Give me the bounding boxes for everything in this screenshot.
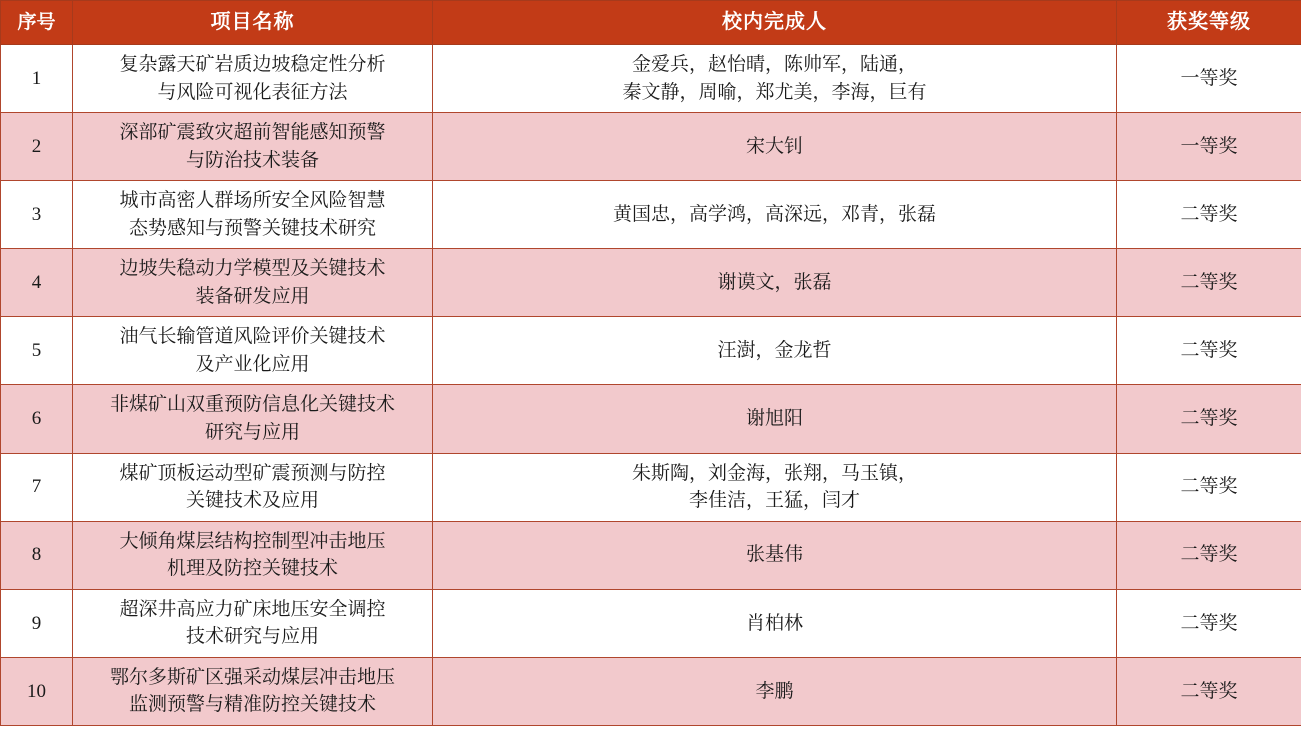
cell-project-name <box>73 181 433 249</box>
cell-internal-members <box>433 317 1117 385</box>
cell-award-level: 二等奖 <box>1117 521 1301 589</box>
cell-project-name <box>73 249 433 317</box>
cell-internal-members <box>433 385 1117 453</box>
cell-award-level: 二等奖 <box>1117 657 1301 725</box>
members-line: 金爱兵，赵怡晴，陈帅军，陆通， <box>631 54 917 75</box>
table-row <box>1 249 1301 317</box>
cell-award-level: 二等奖 <box>1117 181 1301 249</box>
members-line: 肖柏林 <box>745 612 803 634</box>
cell-project-name <box>73 317 433 385</box>
cell-award-level: 一等奖 <box>1117 45 1301 113</box>
cell-award-level: 二等奖 <box>1117 385 1301 453</box>
cell-project-name <box>73 589 433 657</box>
project-name-line: 复杂露天矿岩质边坡稳定性分析 <box>119 54 386 75</box>
cell-internal-members <box>433 453 1117 521</box>
project-name-line: 装备研发应用 <box>195 285 310 307</box>
table-row <box>1 181 1301 249</box>
project-name-line: 大倾角煤层结构控制型冲击地压 <box>119 530 386 552</box>
column-header-award-level: 获奖等级 <box>1117 1 1301 45</box>
cell-internal-members <box>433 113 1117 181</box>
cell-award-level: 二等奖 <box>1117 453 1301 521</box>
cell-project-name <box>73 453 433 521</box>
table-row <box>1 657 1301 725</box>
cell-internal-members <box>433 249 1117 317</box>
project-name-line: 油气长输管道风险评价关键技术 <box>119 326 386 348</box>
cell-internal-members <box>433 657 1117 725</box>
cell-project-name <box>73 657 433 725</box>
table-row <box>1 521 1301 589</box>
cell-index: 10 <box>1 657 73 725</box>
table-header <box>1 1 1301 45</box>
table-row <box>1 589 1301 657</box>
members-line: 朱斯陶，刘金海，张翔，马玉镇， <box>631 462 917 484</box>
members-line: 秦文静，周喻，郑尤美，李海，巨有 <box>622 81 927 103</box>
project-name-line: 及产业化应用 <box>195 353 310 375</box>
cell-index: 3 <box>1 181 73 249</box>
table-body <box>1 45 1301 726</box>
cell-project-name <box>73 113 433 181</box>
project-name-line: 深部矿震致灾超前智能感知预警 <box>119 122 386 144</box>
cell-internal-members <box>433 181 1117 249</box>
members-line: 谢旭阳 <box>745 408 803 430</box>
cell-index: 8 <box>1 521 73 589</box>
cell-award-level: 一等奖 <box>1117 113 1301 181</box>
cell-index: 2 <box>1 113 73 181</box>
cell-award-level: 二等奖 <box>1117 249 1301 317</box>
cell-project-name <box>73 385 433 453</box>
table-row <box>1 317 1301 385</box>
project-name-line: 煤矿顶板运动型矿震预测与防控 <box>119 462 386 484</box>
members-line: 黄国忠，高学鸿，高深远，邓青，张磊 <box>612 203 936 225</box>
project-name-line: 与防治技术装备 <box>185 149 319 171</box>
members-line: 李鹏 <box>755 680 794 702</box>
cell-index: 6 <box>1 385 73 453</box>
project-name-line: 研究与应用 <box>204 422 300 444</box>
table-row <box>1 453 1301 521</box>
column-header-internal-members: 校内完成人 <box>433 1 1117 45</box>
table-header-row <box>1 1 1301 45</box>
column-header-index: 序号 <box>1 1 73 45</box>
project-name-line: 非煤矿山双重预防信息化关键技术 <box>109 394 395 416</box>
project-name-line: 鄂尔多斯矿区强采动煤层冲击地压 <box>109 666 395 688</box>
table-row <box>1 385 1301 453</box>
project-name-line: 机理及防控关键技术 <box>166 558 338 580</box>
cell-internal-members <box>433 521 1117 589</box>
cell-internal-members <box>433 589 1117 657</box>
cell-internal-members <box>433 45 1117 113</box>
cell-index: 7 <box>1 453 73 521</box>
project-name-line: 监测预警与精准防控关键技术 <box>128 694 376 716</box>
project-name-line: 态势感知与预警关键技术研究 <box>128 217 376 239</box>
members-line: 谢谟文，张磊 <box>717 272 832 294</box>
table-row <box>1 113 1301 181</box>
project-name-line: 边坡失稳动力学模型及关键技术 <box>119 258 386 280</box>
project-name-line: 超深井高应力矿床地压安全调控 <box>119 598 386 620</box>
column-header-project-name: 项目名称 <box>73 1 433 45</box>
project-name-line: 技术研究与应用 <box>185 626 319 648</box>
cell-index: 1 <box>1 45 73 113</box>
project-name-line: 与风险可视化表征方法 <box>157 81 348 103</box>
cell-index: 5 <box>1 317 73 385</box>
cell-project-name <box>73 521 433 589</box>
members-line: 张基伟 <box>745 544 803 566</box>
table-row <box>1 45 1301 113</box>
cell-index: 9 <box>1 589 73 657</box>
cell-award-level: 二等奖 <box>1117 589 1301 657</box>
cell-project-name <box>73 45 433 113</box>
cell-award-level: 二等奖 <box>1117 317 1301 385</box>
members-line: 李佳洁，王猛，闫才 <box>688 490 860 512</box>
members-line: 宋大钊 <box>745 135 803 157</box>
members-line: 汪澍，金龙哲 <box>717 340 832 362</box>
project-name-line: 城市高密人群场所安全风险智慧 <box>119 190 386 212</box>
project-name-line: 关键技术及应用 <box>185 490 319 512</box>
cell-index: 4 <box>1 249 73 317</box>
